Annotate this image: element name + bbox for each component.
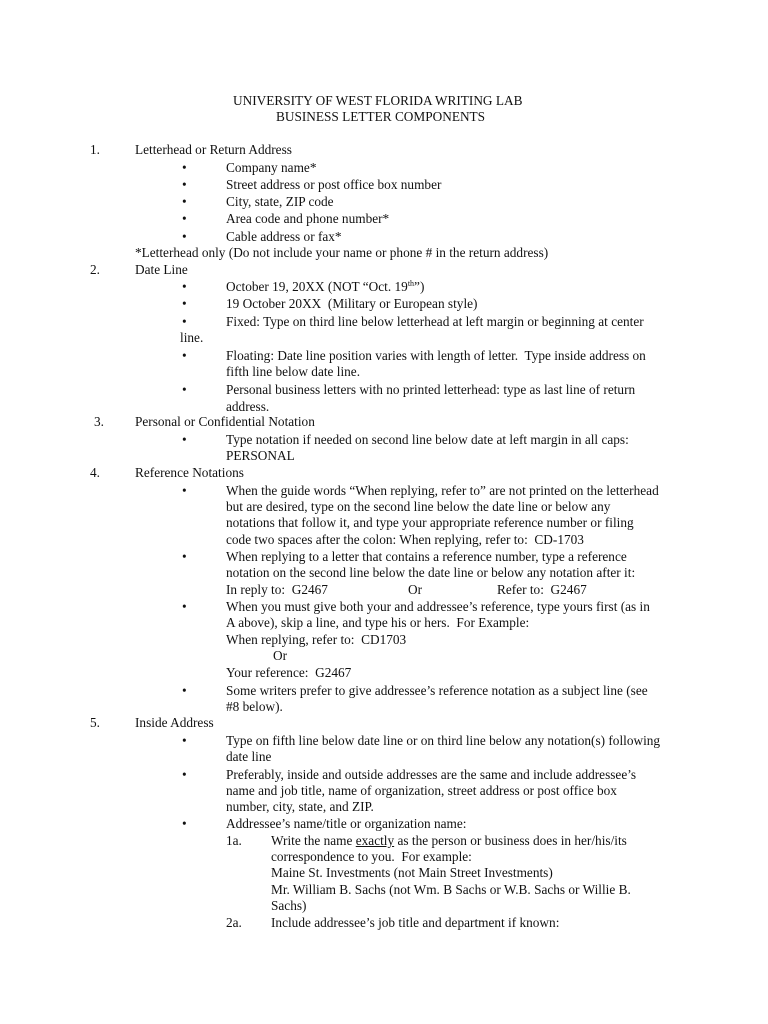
subitem-text-after: as the person or business does in her/his/its bbox=[394, 833, 627, 848]
refer-to-example: Refer to: G2467 bbox=[497, 582, 587, 597]
bullet-text-line: Floating: Date line position varies with length of letter. Type inside address on bbox=[226, 348, 646, 363]
bullet-text-line: PERSONAL bbox=[226, 448, 295, 463]
bullet-icon: • bbox=[182, 382, 187, 397]
bullet-icon: • bbox=[182, 279, 187, 294]
subitem-text-line: Sachs) bbox=[271, 898, 307, 913]
subitem-text-line: correspondence to you. For example: bbox=[271, 849, 472, 864]
subitem-text-line: Mr. William B. Sachs (not Wm. B Sachs or W.B. Sachs or Willie B. bbox=[271, 882, 631, 897]
bullet-text-line: Type on fifth line below date line or on third line below any notation(s) following bbox=[226, 733, 661, 748]
bullet-icon: • bbox=[182, 194, 187, 209]
bullet-text-line bbox=[226, 279, 424, 295]
bullet-text-line: Area code and phone number* bbox=[226, 211, 390, 226]
document-title-line-2: BUSINESS LETTER COMPONENTS bbox=[276, 109, 486, 124]
section-number: 4. bbox=[90, 465, 100, 480]
bullet-text-line: Addressee’s name/title or organization name: bbox=[226, 816, 467, 831]
bullet-text-line: When replying, refer to: CD1703 bbox=[226, 632, 407, 647]
bullet-text-line: Fixed: Type on third line below letterhead at left margin or beginning at center bbox=[226, 314, 644, 329]
bullet-text-line: but are desired, type on the second line below the date line or below any bbox=[226, 499, 611, 514]
bullet-text-line: Cable address or fax* bbox=[226, 229, 342, 244]
bullet-text-line: number, city, state, and ZIP. bbox=[226, 799, 374, 814]
bullet-text-line: Some writers prefer to give addressee’s reference notation as a subject line (see bbox=[226, 683, 648, 698]
bullet-text-line: A above), skip a line, and type his or hers. For Example: bbox=[226, 615, 530, 630]
subitem-text: Write the name bbox=[271, 833, 356, 848]
subitem-text-line bbox=[271, 833, 627, 849]
bullet-icon: • bbox=[182, 816, 187, 831]
bullet-text-line: Personal business letters with no printed letterhead: type as last line of return bbox=[226, 382, 636, 397]
subitem-text-line: Include addressee’s job title and department if known: bbox=[271, 915, 560, 930]
bullet-text-line: line. bbox=[180, 330, 204, 345]
section-number: 3. bbox=[94, 414, 104, 429]
date-example-text: October 19, 20XX (NOT “Oct. 19 bbox=[226, 279, 408, 294]
bullet-text-line: address. bbox=[226, 399, 270, 414]
section-number: 5. bbox=[90, 715, 100, 730]
bullet-text-line: 19 October 20XX (Military or European style) bbox=[226, 296, 478, 311]
subitem-number: 1a. bbox=[226, 833, 242, 848]
bullet-text-line: Preferably, inside and outside addresses are the same and include addressee’s bbox=[226, 767, 637, 782]
section-heading: Date Line bbox=[135, 262, 188, 277]
bullet-icon: • bbox=[182, 296, 187, 311]
bullet-text-line: fifth line below date line. bbox=[226, 364, 361, 379]
bullet-icon: • bbox=[182, 733, 187, 748]
bullet-icon: • bbox=[182, 177, 187, 192]
in-reply-example: In reply to: G2467 bbox=[226, 582, 328, 597]
bullet-text-line: When you must give both your and addressee’s reference, type yours first (as in bbox=[226, 599, 650, 614]
bullet-text-line: code two spaces after the colon: When replying, refer to: CD-1703 bbox=[226, 532, 584, 547]
bullet-icon: • bbox=[182, 549, 187, 564]
bullet-text-line: notation on the second line below the date line or below any notation after it: bbox=[226, 565, 636, 580]
bullet-icon: • bbox=[182, 229, 187, 244]
document-title-line-1: UNIVERSITY OF WEST FLORIDA WRITING LAB bbox=[233, 93, 523, 108]
bullet-text-line: notations that follow it, and type your appropriate reference number or filing bbox=[226, 515, 634, 530]
bullet-text-line: When replying to a letter that contains a reference number, type a reference bbox=[226, 549, 627, 564]
bullet-icon: • bbox=[182, 314, 187, 329]
bullet-text-line: date line bbox=[226, 749, 272, 764]
ordinal-superscript: th bbox=[407, 279, 415, 288]
section-heading: Reference Notations bbox=[135, 465, 244, 480]
your-reference-example: Your reference: G2467 bbox=[226, 665, 352, 680]
bullet-text-line: #8 below). bbox=[226, 699, 283, 714]
bullet-icon: • bbox=[182, 211, 187, 226]
bullet-text-line: City, state, ZIP code bbox=[226, 194, 334, 209]
section-number: 2. bbox=[90, 262, 100, 277]
footnote-text: *Letterhead only (Do not include your name or phone # in the return address) bbox=[135, 245, 549, 260]
bullet-text-line: name and job title, name of organization, street address or post office box bbox=[226, 783, 617, 798]
subitem-number: 2a. bbox=[226, 915, 242, 930]
bullet-text-line: Type notation if needed on second line below date at left margin in all caps: bbox=[226, 432, 629, 447]
section-heading: Inside Address bbox=[135, 715, 214, 730]
subitem-text-line: Maine St. Investments (not Main Street Investments) bbox=[271, 865, 553, 880]
underlined-emphasis: exactly bbox=[355, 833, 395, 848]
bullet-icon: • bbox=[182, 683, 187, 698]
bullet-text-line: Street address or post office box number bbox=[226, 177, 442, 192]
section-number: 1. bbox=[90, 142, 100, 157]
or-separator: Or bbox=[408, 582, 423, 597]
bullet-icon: • bbox=[182, 483, 187, 498]
bullet-text-line: Company name* bbox=[226, 160, 317, 175]
section-heading: Personal or Confidential Notation bbox=[135, 414, 315, 429]
bullet-icon: • bbox=[182, 160, 187, 175]
bullet-icon: • bbox=[182, 767, 187, 782]
section-heading: Letterhead or Return Address bbox=[135, 142, 292, 157]
bullet-icon: • bbox=[182, 599, 187, 614]
bullet-icon: • bbox=[182, 348, 187, 363]
date-example-text-after: ”) bbox=[414, 279, 425, 294]
bullet-text-line: When the guide words “When replying, refer to” are not printed on the letterhead bbox=[226, 483, 659, 498]
or-separator: Or bbox=[273, 648, 288, 663]
bullet-icon: • bbox=[182, 432, 187, 447]
